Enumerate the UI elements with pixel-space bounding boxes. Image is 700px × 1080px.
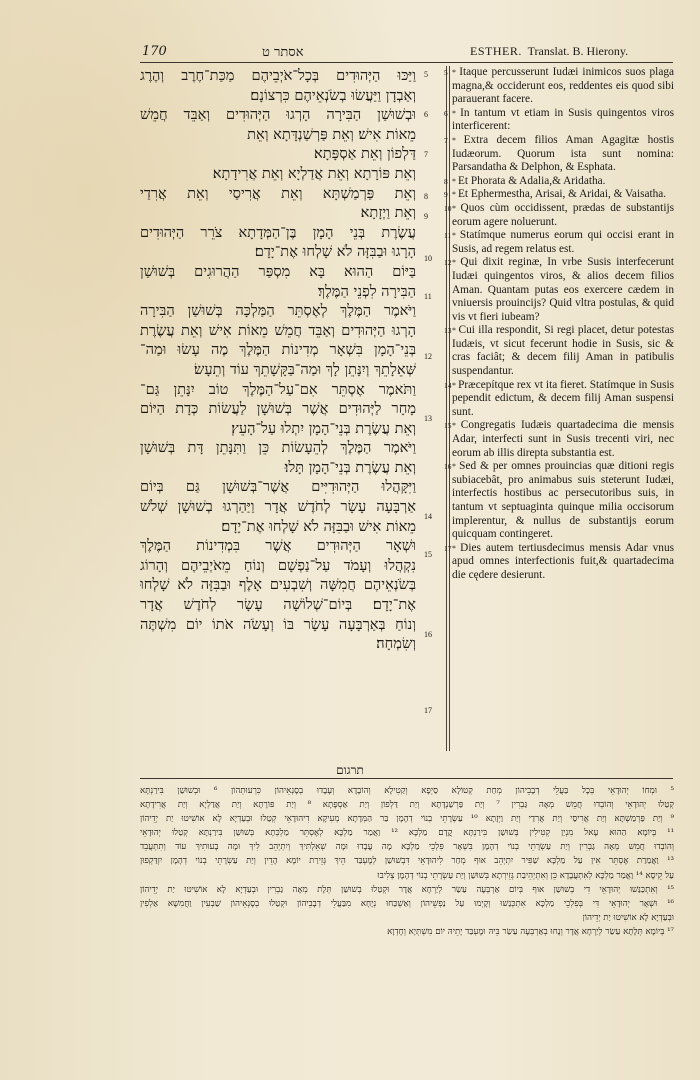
- latin-verse-number: 9: [444, 190, 448, 200]
- asterisk-mark: *: [452, 231, 460, 241]
- hebrew-verse-number: 15: [424, 550, 432, 559]
- targum-line: ¹³ וַאֲמַרַת אֶסְתֵּר אִין עַל מַלְכָּא שַׁפִּיר יִתְיְהֵב אוּף מְחַר לִיהוּדָאֵי דִּבְשׁוּשַׁן לְמֶעְבַּד הֵיךְ גְּזֵירַת יוֹמָא הָדֵין וְיַת עַשְׂרָתֵי בְנוֹי דְהָמָן יִזְדַּקְפוּן: [140, 856, 674, 867]
- asterisk-mark: *: [452, 462, 460, 472]
- hebrew-line: וּשְׁאָר הַיְּהוּדִים אֲשֶׁר בִּמְדִינוֹת הַמֶּלֶךְ: [140, 537, 416, 555]
- latin-verse-number: 8: [444, 176, 448, 186]
- hebrew-line: דַּלְפוֹן וְאֵת אַסְפָּתָא׃: [314, 145, 416, 163]
- hebrew-line: אַרְבָּעָה עָשָׂר לְחֹדֶשׁ אֲדָר וַיַּהַרְגוּ בְשׁוּשָׁן שְׁלֹשׁ: [140, 498, 416, 516]
- folio-number: 170: [142, 44, 167, 59]
- column-divider: [446, 66, 447, 751]
- latin-verse-text: Congregatis Iudæis quartadecima die mensis Adar, interfecti sunt in Susis trecenti viri, nec eorum ab illis direpta substantia est.: [452, 419, 675, 459]
- hebrew-verse-number: 5: [424, 70, 428, 79]
- latin-verse: [444, 378, 675, 420]
- asterisk-mark: *: [452, 203, 461, 213]
- asterisk-mark: *: [452, 543, 461, 553]
- latin-verse-text: Dies autem tertiusdecimus mensis Adar vnus apud omnes interfectionis fuit,& quartadecima die cędere desierunt.: [452, 541, 675, 581]
- asterisk-mark: *: [452, 380, 459, 390]
- latin-verse: [444, 324, 674, 378]
- hebrew-line: בַּיּוֹם הַהוּא בָּא מִסְפַּר הַהֲרוּגִים בְּשׁוּשַׁן: [140, 262, 416, 280]
- latin-verse-number: 5: [444, 68, 448, 77]
- hebrew-line: וְנוֹחַ בְּאַרְבָּעָה עָשָׂר בּוֹ וְעָשֹׂה אֹתוֹ יוֹם מִשְׁתֶּה: [140, 615, 416, 633]
- latin-verse-text: Præcepítque rex vt ita fieret. Statímque in Susis pependit edictum, & decem filij Aman suspensi sunt.: [452, 378, 675, 418]
- latin-verse-text: In tantum vt etiam in Susis quingentos viros interficerent:: [452, 106, 674, 133]
- latin-verse-number: 17: [444, 543, 452, 553]
- hebrew-verse-number: 7: [424, 150, 428, 159]
- latin-verse-number: 6: [444, 108, 448, 118]
- targum-text-block: [140, 784, 674, 939]
- latin-verse: [444, 133, 675, 175]
- targum-rule: [140, 778, 673, 779]
- column-divider-inner: [449, 66, 450, 751]
- hebrew-verse-number: 14: [424, 512, 432, 521]
- latin-verse: [444, 201, 674, 229]
- latin-verse-number: 15: [444, 421, 452, 431]
- latin-verse-text: Et Ephermestha, Arisai, & Aridai, & Vaisatha.: [458, 188, 667, 201]
- hebrew-line: מֵאוֹת אִישׁ וּבַבִּזָּה לֹא שָׁלְחוּ אֶת־יָדָם׃: [221, 517, 416, 535]
- latin-verse-number: 7: [444, 135, 448, 145]
- latin-running-title: [470, 44, 628, 59]
- targum-line: ¹¹ בְּיוֹמָא הַהוּא עָאל מִנְיַן קְטִילִין בְּשׁוּשַׁן בִּירַנְתָּא קֳדָם מַלְכָּא ¹² וַאֲמַר מַלְכָּא לְאֶסְתֵּר מַלְכְּתָא בְּשׁוּשַׁן בִּירַנְתָּא קְטַלוּ יְהוּדָאֵי: [140, 828, 674, 839]
- hebrew-line: מֵאוֹת אִישׁ׃ וְאֵת פַּרְשַׁנְדָּתָא וְאֵת: [247, 125, 416, 143]
- targum-line: ⁹ וְיַת פַּרְמַשְׁתָּא וְיַת אֲרִיסַי וְיַת אֲרִדַי וְיַת וַיְזָתָא ¹⁰ עַשְׂרָתֵי בְנוֹי דְהָמָן בַּר הַמְּדָתָא מְעִיקָא דִיהוּדָאֵי קְטַלוּ וּבְעַדְיָא לָא אוֹשִׁיטוּ יַת יְדֵיהוֹן: [140, 814, 674, 825]
- hebrew-verse-number: 8: [424, 192, 428, 201]
- targum-line: וְהוֹבְדוּ חֲמֵשׁ מְאָה גַבְרִין וְיַת עַשְׂרָתֵי בְנוֹי דְהָמָן בִּשְׁאָר פִּלְכֵי מַלְכָּא מָה עֲבָדוּ וּמָה שְׁאֵלְתִּיךְ וְיִתְיְהֵב לִיךְ וּמָה בָעוּתִיךְ עוֹד וְתִתְעֲבֵד: [140, 842, 674, 853]
- latin-verse: [444, 229, 675, 256]
- latin-verse-number: 16: [444, 462, 452, 472]
- hebrew-line: וְאַבְדָן וַיַּעֲשׂוּ בְשֹׂנְאֵיהֶם כִּרְצוֹנָם׃: [250, 86, 416, 104]
- hebrew-verse-number: 10: [424, 254, 432, 263]
- hebrew-line: וַיֹּאמֶר הַמֶּלֶךְ לְאֶסְתֵּר הַמַּלְכָּה בְּשׁוּשַׁן הַבִּירָה: [140, 302, 416, 320]
- latin-verse-text: Quos cùm occidissent, prædas de substantijs eorum agere noluerunt.: [452, 201, 674, 228]
- latin-verse-text: Et Phorata & Adalia,& Aridatha.: [458, 174, 606, 187]
- targum-line: קְטַלוּ יְהוּדָאֵי וְהוֹבְדוּ חֲמֵשׁ מְאָה גַּבְרִין ⁷ וְיַת פַּרְשַׁנְדָּתָא וְיַת דַּלְפוֹן וְיַת אַסְפָּתָא ⁸ וְיַת פּוֹרָתָא וְיַת אֲדַלְיָא וְיַת אֲרִידָתָא: [140, 800, 674, 811]
- hebrew-line: וּבְשׁוּשַׁן הַבִּירָה הָרְגוּ הַיְּהוּדִים וְאַבֵּד חֲמֵשׁ: [140, 106, 416, 124]
- latin-verse: [444, 174, 674, 189]
- hebrew-running-title: אסתר ט: [262, 45, 304, 60]
- header-rule: [140, 62, 673, 63]
- hebrew-line: וְאֵת פּוֹרָתָא וְאֵת אֲדַלְיָא וְאֵת אֲרִידָתָא׃: [212, 164, 416, 182]
- hebrew-verse-numbers: [418, 66, 444, 756]
- hebrew-line: וְאֵת עֲשֶׂרֶת בְּנֵי־הָמָן יִתְלוּ עַל־הָעֵץ׃: [231, 419, 416, 437]
- asterisk-mark: *: [452, 190, 458, 200]
- targum-line: וּבְעַדְיָא לָא אוֹשִׁיטוּ יַת יְדֵיהוֹן: [582, 912, 674, 923]
- hebrew-line: וְאֵת פַּרְמַשְׁתָּא וְאֵת אֲרִיסַי וְאֵת אֲרִדַי: [140, 184, 416, 202]
- asterisk-mark: *: [452, 326, 459, 336]
- running-head: [0, 44, 700, 64]
- hebrew-line: הָרְגוּ הַיְּהוּדִים וְאַבֵּד חֲמֵשׁ מֵאוֹת אִישׁ וְאֵת עֲשֶׂרֶת: [140, 321, 416, 339]
- latin-verse-text: Statímque numerus eorum qui occisi erant in Susis, ad regem relatus est.: [452, 229, 675, 255]
- targum-line: ¹⁵ וְאִתְכַּנַּשׁוּ יְהוּדָאֵי דִי בְשׁוּשַׁן אוּף בְּיוֹם אַרְבְּעָה עַשַׂר לְיַרְחָא אֲדָר וּקְטַלוּ בְשׁוּשַׁן תְּלָת מְאָה גַבְרִין וּבְעַדְיָא לָא אוֹשִׁיטוּ יַת יְדֵיהוֹן: [140, 884, 674, 895]
- asterisk-mark: *: [452, 135, 464, 145]
- targum-line: ¹⁶ וּשְׁאָר יְהוּדָאֵי דִּי בְּפִלְכֵי מַלְכָּא אִתְכְּנַשׁוּ וְקָיְמוּ עַל נַפְשֵׁיהוֹן וְאַשְׁכַּחוּ נְיָחָא מִבַּעֲלֵי דְבָבֵיהוֹן וּקְטַלוּ בְסָנְאֵיהוֹן שַׁבְעִין וַחֲמִשָׁא אַלְפִין: [140, 898, 674, 909]
- latin-text-column: [444, 66, 675, 756]
- hebrew-verse-number: 9: [424, 212, 428, 221]
- latin-verse-number: 10: [444, 203, 452, 213]
- hebrew-line: וַיִּקָּהֲלוּ הַיְּהוּדִיִּים אֲשֶׁר־בְּשׁוּשָׁן גַּם בְּיוֹם: [140, 478, 416, 496]
- targum-line: ¹⁷ בְּיוֹמָא תְּלָתָא עַשַׂר לְיַרְחָא אֲדָר וְנָחוּ בְאַרְבְּעָה עַשַׂר בֵּיהּ וּמֶעְבַּד יָתֵיהּ יוֹם מִשְׁתְּיָא וְחֶדְוָא: [387, 926, 674, 937]
- hebrew-verse-number: 16: [424, 630, 432, 639]
- hebrew-line: נִקְהֲלוּ וְעָמֹד עַל־נַפְשָׁם וְנוֹחַ מֵאֹיְבֵיהֶם וְהָרוֹג: [140, 556, 416, 574]
- asterisk-mark: *: [452, 108, 461, 118]
- hebrew-line: עֲשֶׂרֶת בְּנֵי הָמָן בֶּן־הַמְּדָתָא צֹרֵר הַיְּהוּדִים: [140, 223, 416, 241]
- latin-verse-number: 14: [444, 380, 452, 390]
- latin-verse: [444, 460, 674, 542]
- hebrew-verse-number: 11: [424, 292, 432, 301]
- latin-verse: [444, 188, 674, 202]
- hebrew-line: וַיַּכּוּ הַיְּהוּדִים בְּכָל־אֹיְבֵיהֶם מַכַּת־חֶרֶב וְהֶרֶג: [140, 67, 416, 84]
- latin-verse-text: Cui illa respondit, Si regi placet, detur potestas Iudæis, vt sicut fecerunt hodie in Susis, sic & cras faciât; & decem filij Aman in patibulis suspendantur.: [452, 324, 674, 378]
- asterisk-mark: *: [452, 421, 461, 431]
- latin-verse: [444, 256, 675, 324]
- hebrew-line: אֶת־יָדָם׃ בְּיוֹם־שְׁלוֹשָׁה עָשָׂר לְחֹדֶשׁ אֲדָר: [140, 596, 416, 614]
- latin-verse-number: 13: [444, 326, 452, 336]
- hebrew-line: וַיֹּאמֶר הַמֶּלֶךְ לְהֵעָשׂוֹת כֵּן וַתִּנָּתֵן דָּת בְּשׁוּשָׁן: [140, 439, 416, 457]
- hebrew-verse-number: 17: [424, 706, 432, 715]
- latin-translation-label: Translat. B. Hierony.: [527, 44, 629, 58]
- hebrew-line: בְּנֵי־הָמָן בִּשְׁאָר מְדִינוֹת הַמֶּלֶךְ מֶה עָשׂוּ וּמַה־: [140, 341, 416, 359]
- latin-verse-text: Itaque percusserunt Iudæi inimicos suos plaga magna,& occiderunt eos, reddentes eis quod sibi parauerant facere.: [452, 66, 675, 106]
- hebrew-line: הַבִּירָה לִפְנֵי הַמֶּלֶךְ׃: [317, 282, 416, 300]
- targum-line: עַל קֵיסָא ¹⁴ וַאֲמַר מַלְכָּא לְאִתְעֲבָדָא כֵּן וְאִתְיְהֵיבַת גְּזֵירְתָא בְּשׁוּשַׁן וְיַת עַשְׂרָתֵי בְנוֹי דְהָמָן צְלִיבוּ: [377, 870, 674, 881]
- hebrew-line: וַתֹּאמֶר אֶסְתֵּר אִם־עַל־הַמֶּלֶךְ טוֹב יִנָּתֵן גַּם־: [140, 380, 416, 398]
- asterisk-mark: *: [452, 176, 458, 186]
- hebrew-line: בְּשֹׂנְאֵיהֶם חֲמִשָּׁה וְשִׁבְעִים אָלֶף וּבַבִּזָּה לֹא שָׁלְחוּ: [140, 576, 416, 594]
- latin-verse: [444, 66, 675, 107]
- targum-heading: תרגום: [336, 763, 364, 777]
- latin-verse-text: Extra decem filios Aman Agagitæ hostis Iudæorum. Quorum ista sunt nomina: Parsandatha & Delphon, & Esphata.: [452, 133, 675, 174]
- hebrew-line: וְאֵת וַיְזָתָא׃: [360, 204, 416, 222]
- latin-verse-number: 11: [444, 231, 452, 241]
- latin-verse-number: 12: [444, 258, 452, 268]
- latin-verse-text: Sed & per omnes prouincias quæ ditioni regis subiacebât, pro animabus suis steterunt Iudæi, interfectis hostibus ac persecutoribus suis, in tantum vt septuaginta quinque milia occisorum implerentur, & nullus de substantijs eorum quicquam contingeret.: [452, 460, 674, 541]
- hebrew-text-column: [140, 66, 416, 756]
- latin-verse: [444, 106, 674, 134]
- hebrew-line: שְּׁאֵלָתֵךְ וְיִנָּתֵן לָךְ וּמַה־בַּקָּשָׁתֵךְ עוֹד וְתֵעָשׂ׃: [194, 360, 416, 378]
- hebrew-line: מָחָר לַיְּהוּדִים אֲשֶׁר בְּשׁוּשָׁן לַעֲשׂוֹת כְּדָת הַיּוֹם: [140, 400, 416, 418]
- hebrew-verse-number: 12: [424, 352, 432, 361]
- hebrew-line: וְאֵת עֲשֶׂרֶת בְּנֵי־הָמָן תָּלוּ׃: [284, 458, 416, 476]
- latin-verse: [444, 541, 675, 583]
- asterisk-mark: *: [452, 258, 461, 268]
- latin-verse: [444, 419, 675, 460]
- hebrew-line: וְשִׂמְחָה׃: [376, 635, 416, 653]
- hebrew-verse-number: 13: [424, 414, 432, 423]
- targum-line: ⁵ וּמְחוֹ יְהוּדָאֵי בְּכָל בַּעֲלֵי דְבָבֵיהוֹן מְחַת קְטוֹלָא סַיְפָא וְקַטִילָא וְהוֹבָדָא וְעָבָדוּ בְסָנְאֵיהוֹן כִּרְעוּתְהוֹן ⁶ וּבְשׁוּשַׁן בִּירַנְתָּא: [140, 786, 674, 796]
- hebrew-line: הָרָגוּ וּבַבִּזָּה לֹא שָׁלְחוּ אֶת־יָדָם׃: [254, 243, 416, 261]
- asterisk-mark: *: [452, 68, 460, 77]
- hebrew-verse-number: 6: [424, 110, 428, 119]
- latin-verse-text: Qui dixit reginæ, In vrbe Susis interfecerunt Iudæi quingentos viros, & alios decem filios Aman. Quantam putas eos exercere cædem in vniuersis prouincijs? Quid vltra postulas, & quid vis vt fieri iubeam?: [452, 256, 675, 323]
- latin-book-name: ESTHER.: [470, 44, 522, 58]
